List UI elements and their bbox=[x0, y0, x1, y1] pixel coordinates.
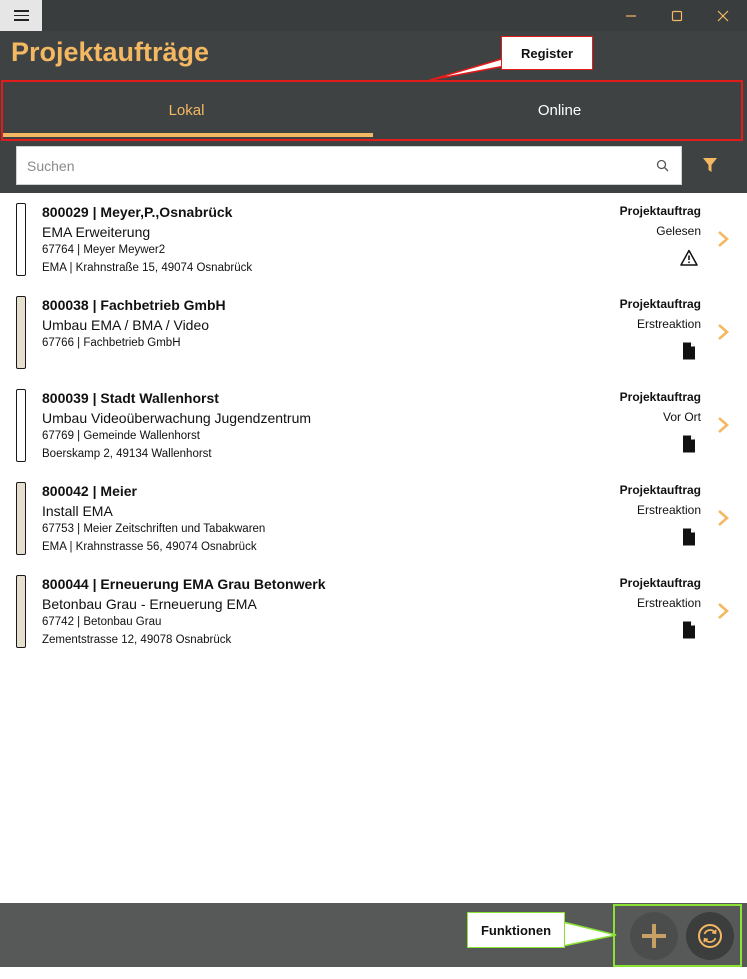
title-bar bbox=[0, 0, 747, 31]
hamburger-menu-button[interactable] bbox=[0, 0, 42, 31]
item-subtitle: Betonbau Grau - Erneuerung EMA bbox=[42, 596, 257, 612]
close-button[interactable] bbox=[700, 0, 746, 31]
document-icon bbox=[680, 435, 698, 453]
chevron-right-icon[interactable] bbox=[716, 509, 730, 527]
tab-label: Lokal bbox=[168, 101, 205, 119]
item-subtitle: Install EMA bbox=[42, 503, 113, 519]
item-title: 800038 | Fachbetrieb GmbH bbox=[42, 297, 226, 313]
item-address: EMA | Krahnstrasse 56, 49074 Osnabrück bbox=[42, 541, 257, 553]
filter-button[interactable] bbox=[696, 151, 724, 179]
item-customer: 67769 | Gemeinde Wallenhorst bbox=[42, 430, 200, 442]
hamburger-icon-line bbox=[14, 15, 29, 17]
item-title: 800029 | Meyer,P.,Osnabrück bbox=[42, 204, 233, 220]
tab-online[interactable] bbox=[373, 81, 746, 139]
chevron-right-icon[interactable] bbox=[716, 230, 730, 248]
chevron-right-icon[interactable] bbox=[716, 323, 730, 341]
item-status: Gelesen bbox=[656, 224, 701, 238]
item-status: Erstreaktion bbox=[636, 317, 701, 331]
search-input[interactable] bbox=[17, 147, 647, 184]
sync-button[interactable] bbox=[686, 912, 734, 960]
item-customer: 67742 | Betonbau Grau bbox=[42, 616, 162, 628]
list-item[interactable] bbox=[0, 565, 747, 658]
minimize-icon bbox=[625, 10, 637, 22]
item-customer: 67764 | Meyer Meywer2 bbox=[42, 244, 166, 256]
status-marker bbox=[16, 296, 26, 369]
status-marker bbox=[16, 575, 26, 648]
item-type: Projektauftrag bbox=[619, 390, 701, 404]
item-address: Boerskamp 2, 49134 Wallenhorst bbox=[42, 448, 212, 460]
maximize-button[interactable] bbox=[654, 0, 700, 31]
document-icon bbox=[680, 342, 698, 360]
item-customer: 67766 | Fachbetrieb GmbH bbox=[42, 337, 181, 349]
hamburger-icon-line bbox=[14, 19, 29, 21]
item-type: Projektauftrag bbox=[619, 483, 701, 497]
item-type: Projektauftrag bbox=[619, 297, 701, 311]
list-item[interactable] bbox=[0, 472, 747, 565]
hamburger-icon-line bbox=[14, 10, 29, 12]
item-address: EMA | Krahnstraße 15, 49074 Osnabrück bbox=[42, 262, 253, 274]
minimize-button[interactable] bbox=[608, 0, 654, 31]
chevron-right-icon[interactable] bbox=[716, 416, 730, 434]
item-title: 800044 | Erneuerung EMA Grau Betonwerk bbox=[42, 576, 326, 592]
maximize-icon bbox=[671, 10, 683, 22]
warning-icon bbox=[680, 249, 698, 267]
list-item[interactable] bbox=[0, 286, 747, 379]
item-status: Vor Ort bbox=[662, 410, 701, 424]
order-list bbox=[0, 193, 747, 658]
item-customer: 67753 | Meier Zeitschriften und Tabakwaren bbox=[42, 523, 266, 535]
search-icon[interactable] bbox=[655, 158, 671, 174]
item-title: 800042 | Meier bbox=[42, 483, 137, 499]
tab-bar bbox=[0, 81, 747, 141]
chevron-right-icon[interactable] bbox=[716, 602, 730, 620]
close-icon bbox=[717, 10, 729, 22]
list-item[interactable] bbox=[0, 379, 747, 472]
tab-label: Online bbox=[537, 101, 582, 119]
item-address: Zementstrasse 12, 49078 Osnabrück bbox=[42, 634, 232, 646]
item-subtitle: Umbau EMA / BMA / Video bbox=[42, 317, 210, 333]
page-title: Projektaufträge bbox=[11, 37, 210, 67]
item-subtitle: Umbau Videoüberwachung Jugendzentrum bbox=[42, 410, 312, 426]
item-status: Erstreaktion bbox=[636, 503, 701, 517]
status-marker bbox=[16, 482, 26, 555]
active-tab-indicator bbox=[3, 133, 373, 137]
document-icon bbox=[680, 528, 698, 546]
status-marker bbox=[16, 203, 26, 276]
list-item[interactable] bbox=[0, 193, 747, 286]
search-box bbox=[16, 146, 682, 185]
add-button[interactable] bbox=[630, 912, 678, 960]
item-type: Projektauftrag bbox=[619, 576, 701, 590]
sync-icon bbox=[697, 923, 723, 949]
item-type: Projektauftrag bbox=[619, 204, 701, 218]
filter-icon bbox=[702, 157, 718, 174]
add-icon bbox=[640, 922, 668, 950]
item-status: Erstreaktion bbox=[636, 596, 701, 610]
register-callout: Register bbox=[501, 36, 593, 70]
status-marker bbox=[16, 389, 26, 462]
document-icon bbox=[680, 621, 698, 639]
item-title: 800039 | Stadt Wallenhorst bbox=[42, 390, 219, 406]
funktionen-callout: Funktionen bbox=[467, 912, 565, 948]
tab-lokal[interactable] bbox=[0, 81, 373, 139]
item-subtitle: EMA Erweiterung bbox=[42, 224, 151, 240]
